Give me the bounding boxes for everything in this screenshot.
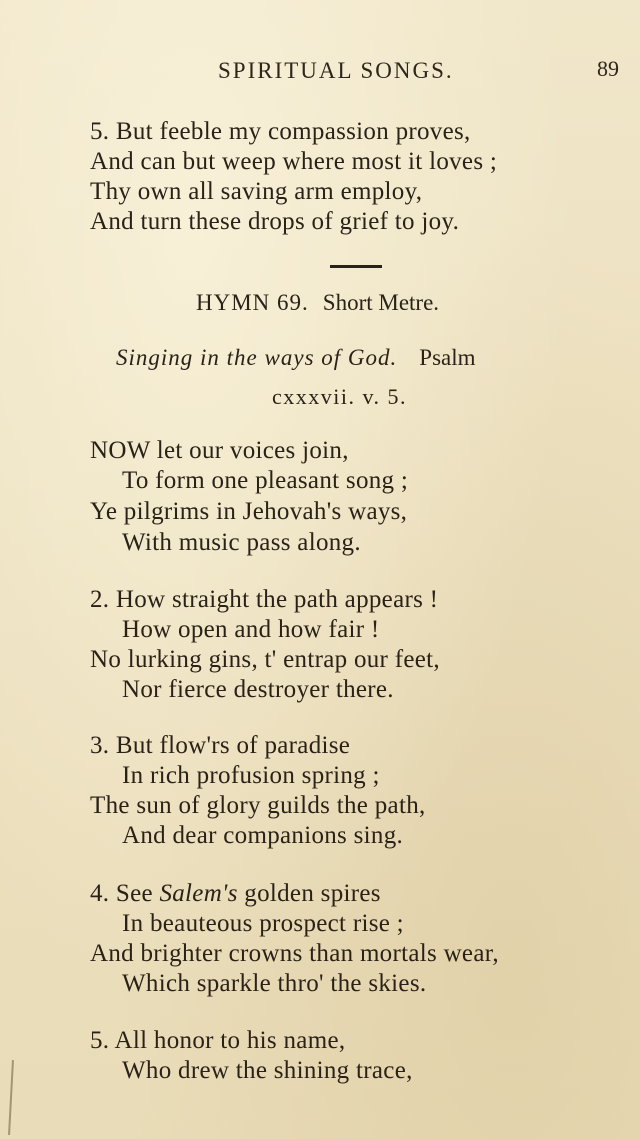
verse-line-prefix: 4. See (90, 880, 160, 907)
verse-line: Ye pilgrims in Jehovah's ways, (90, 498, 408, 525)
verse-line: Nor fierce destroyer there. (122, 676, 394, 703)
verse-line: NOW let our voices join, (90, 437, 349, 464)
verse-line-suffix: golden spires (237, 880, 381, 907)
verse-line: 2. How straight the path appears ! (90, 586, 439, 613)
hymn-title (196, 290, 439, 316)
verse-line: 5. All honor to his name, (90, 1027, 346, 1054)
hymn-subtitle (116, 345, 476, 371)
verse-line: And dear companions sing. (122, 822, 404, 849)
verse-line: To form one pleasant song ; (122, 467, 409, 494)
running-head: SPIRITUAL SONGS. (218, 58, 454, 83)
verse-line: In beauteous prospect rise ; (122, 910, 404, 937)
verse-line: How open and how fair ! (122, 616, 380, 643)
verse-line (90, 880, 381, 908)
hymn-subtitle-italic: Singing in the ways of God. (116, 345, 398, 370)
page-number: 89 (597, 56, 619, 81)
verse-line: 3. But flow'rs of paradise (90, 732, 351, 759)
hymn-number: HYMN 69. (196, 290, 309, 315)
verse-line: With music pass along. (122, 529, 361, 556)
psalm-reference: Psalm (419, 345, 476, 370)
verse-line-italic: Salem's (159, 880, 238, 907)
verse-line: And can but weep where most it loves ; (90, 148, 498, 175)
hymn-metre: Short Metre. (322, 290, 440, 315)
section-divider (330, 265, 382, 268)
verse-line: And turn these drops of grief to joy. (90, 208, 460, 235)
verse-line: 5. But feeble my compassion proves, (90, 118, 471, 145)
verse-line: In rich profusion spring ; (122, 762, 380, 789)
verse-line: And brighter crowns than mortals wear, (90, 940, 499, 967)
verse-line: Who drew the shining trace, (122, 1057, 413, 1084)
verse-line: No lurking gins, t' entrap our feet, (90, 646, 440, 673)
verse-line: Which sparkle thro' the skies. (122, 970, 427, 997)
verse-line: Thy own all saving arm employ, (90, 178, 423, 205)
verse-line: The sun of glory guilds the path, (90, 792, 426, 819)
page-edge-mark (8, 1060, 14, 1135)
psalm-reference-verse: cxxxvii. v. 5. (272, 384, 408, 409)
